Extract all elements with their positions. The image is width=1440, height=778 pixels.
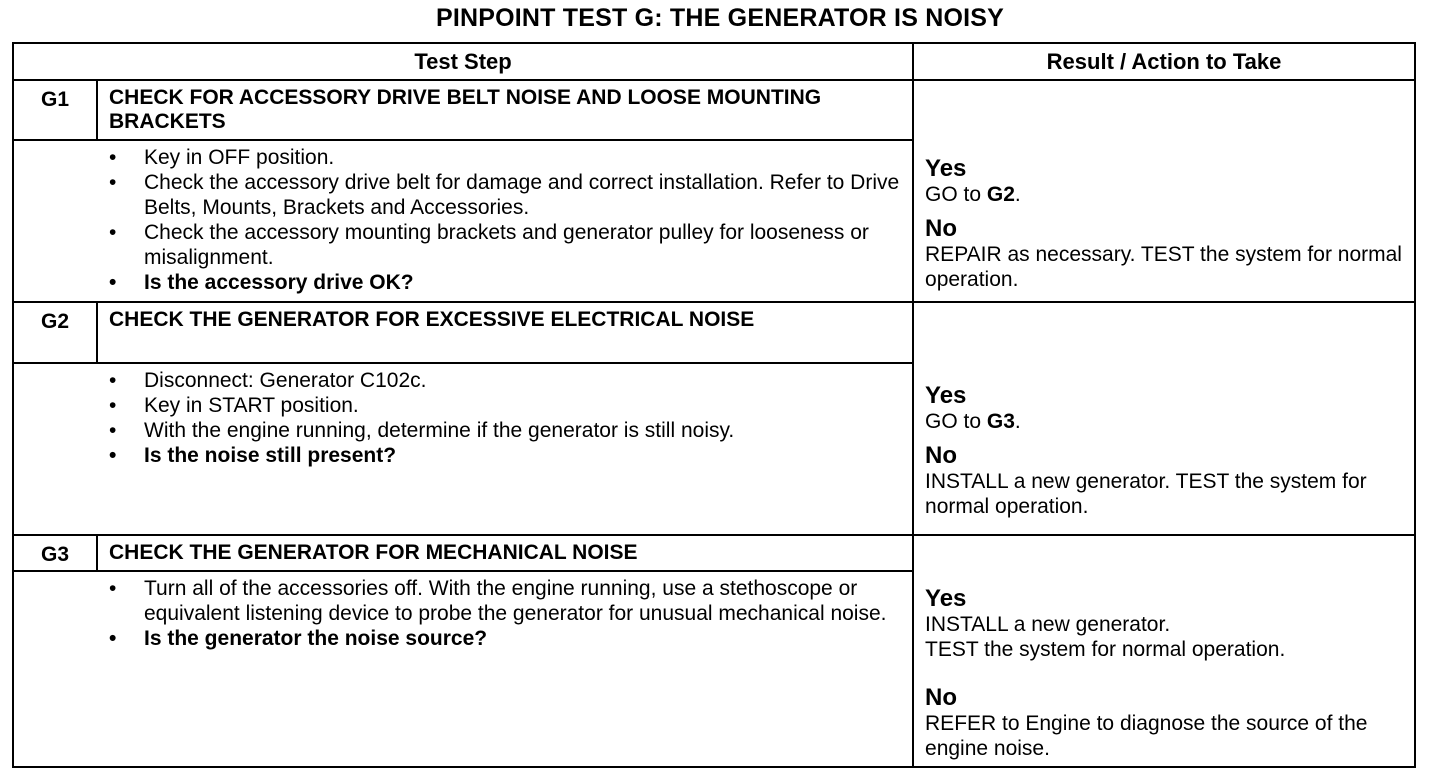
list-item: • Key in OFF position. — [109, 146, 335, 169]
header-test-step: Test Step — [13, 43, 913, 80]
result-cell-g2 — [913, 302, 1415, 535]
step-question: • Is the noise still present? — [109, 444, 397, 467]
result-no-text: INSTALL a new generator. TEST the system for normal operation. — [925, 470, 1367, 518]
result-yes-label: Yes — [925, 585, 967, 612]
pinpoint-test-table — [12, 42, 1416, 768]
step-title-row-g2 — [13, 302, 1415, 363]
result-yes-text: INSTALL a new generator. — [925, 613, 1171, 636]
table-header-row — [13, 43, 1415, 80]
result-no-text: REFER to Engine to diagnose the source of the engine noise. — [925, 712, 1368, 760]
list-item: • Check the accessory drive belt for damage and correct installation. Refer to Drive Belts, Mounts, Brackets and Accessories. — [109, 171, 900, 219]
result-no-text: REPAIR as necessary. TEST the system for normal operation. — [925, 242, 1402, 291]
step-title: CHECK FOR ACCESSORY DRIVE BELT NOISE AND LOOSE MOUNTING BRACKETS — [97, 80, 913, 140]
step-list — [107, 576, 906, 651]
result-yes-text: GO to G2. — [925, 182, 1021, 206]
result-yes-text-2: TEST the system for normal operation. — [925, 638, 1286, 661]
page-title: PINPOINT TEST G: THE GENERATOR IS NOISY — [435, 4, 1005, 32]
step-question: • Is the generator the noise source? — [109, 627, 488, 650]
header-result: Result / Action to Take — [913, 43, 1415, 80]
step-list — [107, 145, 906, 295]
result-cell-g3 — [913, 535, 1415, 767]
list-item: • With the engine running, determine if the generator is still noisy. — [109, 419, 735, 442]
step-body — [97, 140, 913, 302]
result-yes-label: Yes — [925, 382, 967, 409]
step-title-row-g1 — [13, 80, 1415, 140]
step-body — [97, 363, 913, 535]
step-id: G3 — [13, 535, 97, 571]
step-question: • Is the accessory drive OK? — [109, 271, 414, 294]
list-item: • Turn all of the accessories off. With the engine running, use a stethoscope or equivalent listening device to probe the generator for unusual mechanical noise. — [109, 577, 887, 625]
list-item: • Disconnect: Generator C102c. — [109, 369, 427, 392]
step-body — [97, 571, 913, 767]
result-cell-g1 — [913, 80, 1415, 302]
step-id: G2 — [13, 302, 97, 363]
result-yes-text: GO to G3. — [925, 410, 1021, 433]
step-list — [107, 368, 906, 468]
step-id: G1 — [13, 80, 97, 140]
result-no-label: No — [925, 442, 958, 469]
result-no-label: No — [925, 684, 958, 711]
list-item: • Key in START position. — [109, 394, 359, 417]
step-title: CHECK THE GENERATOR FOR EXCESSIVE ELECTRICAL NOISE — [97, 302, 913, 363]
list-item: • Check the accessory mounting brackets and generator pulley for looseness or misalignment. — [109, 221, 869, 269]
step-title-row-g3 — [13, 535, 1415, 571]
result-yes-label: Yes — [925, 154, 967, 182]
step-title: CHECK THE GENERATOR FOR MECHANICAL NOISE — [97, 535, 913, 571]
result-no-label: No — [925, 214, 958, 242]
